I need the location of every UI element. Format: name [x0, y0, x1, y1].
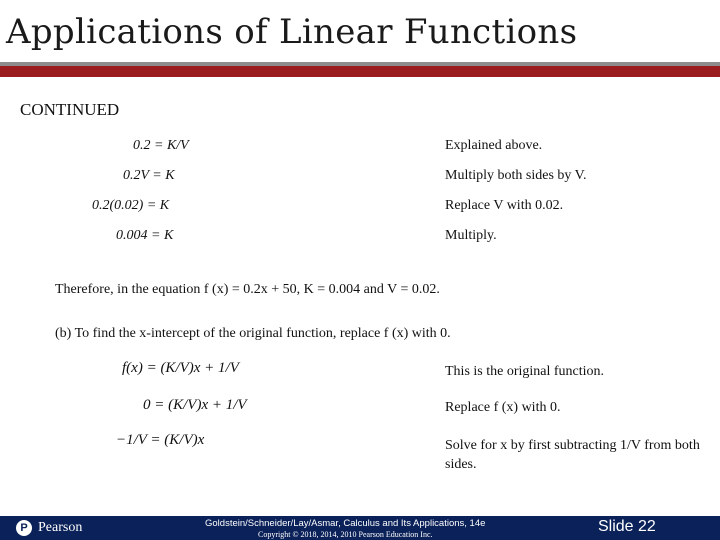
step-explanation: Explained above.: [445, 138, 543, 153]
step-explanation: Multiply.: [445, 228, 497, 243]
step-explanation: Replace f (x) with 0.: [445, 400, 561, 415]
continued-label: CONTINUED: [20, 100, 120, 119]
pearson-logo: [16, 519, 82, 537]
step-explanation: Solve for x by first subtracting 1/V from both sides.: [445, 438, 700, 472]
step-explanation: Multiply both sides by V.: [445, 168, 587, 183]
slide-number: Slide 22: [598, 518, 656, 535]
step-equation: 0.2(0.02) = K: [92, 198, 170, 213]
step-explanation: This is the original function.: [445, 364, 605, 379]
title-accent-bar: [0, 66, 720, 77]
pearson-p-icon: P: [16, 520, 32, 536]
math-equation: −1/V = (K/V)x: [116, 432, 205, 448]
slide-title: Applications of Linear Functions: [6, 12, 578, 52]
publisher-name: Pearson: [38, 520, 83, 535]
math-equation: f(x) = (K/V)x + 1/V: [122, 360, 239, 376]
copyright-line: Copyright © 2018, 2014, 2010 Pearson Education Inc.: [258, 530, 433, 539]
step-explanation: Replace V with 0.02.: [445, 198, 564, 213]
part-b-intro: (b) To find the x-intercept of the original function, replace f (x) with 0.: [55, 326, 451, 341]
step-equation: 0.004 = K: [116, 228, 174, 243]
credit-line: Goldstein/Schneider/Lay/Asmar, Calculus and Its Applications, 14e: [205, 518, 486, 529]
therefore-statement: Therefore, in the equation f (x) = 0.2x + 50, K = 0.004 and V = 0.02.: [55, 282, 440, 297]
step-equation: 0.2 = K/V: [133, 138, 189, 153]
step-equation: 0.2V = K: [123, 168, 175, 183]
math-equation: 0 = (K/V)x + 1/V: [143, 397, 247, 413]
